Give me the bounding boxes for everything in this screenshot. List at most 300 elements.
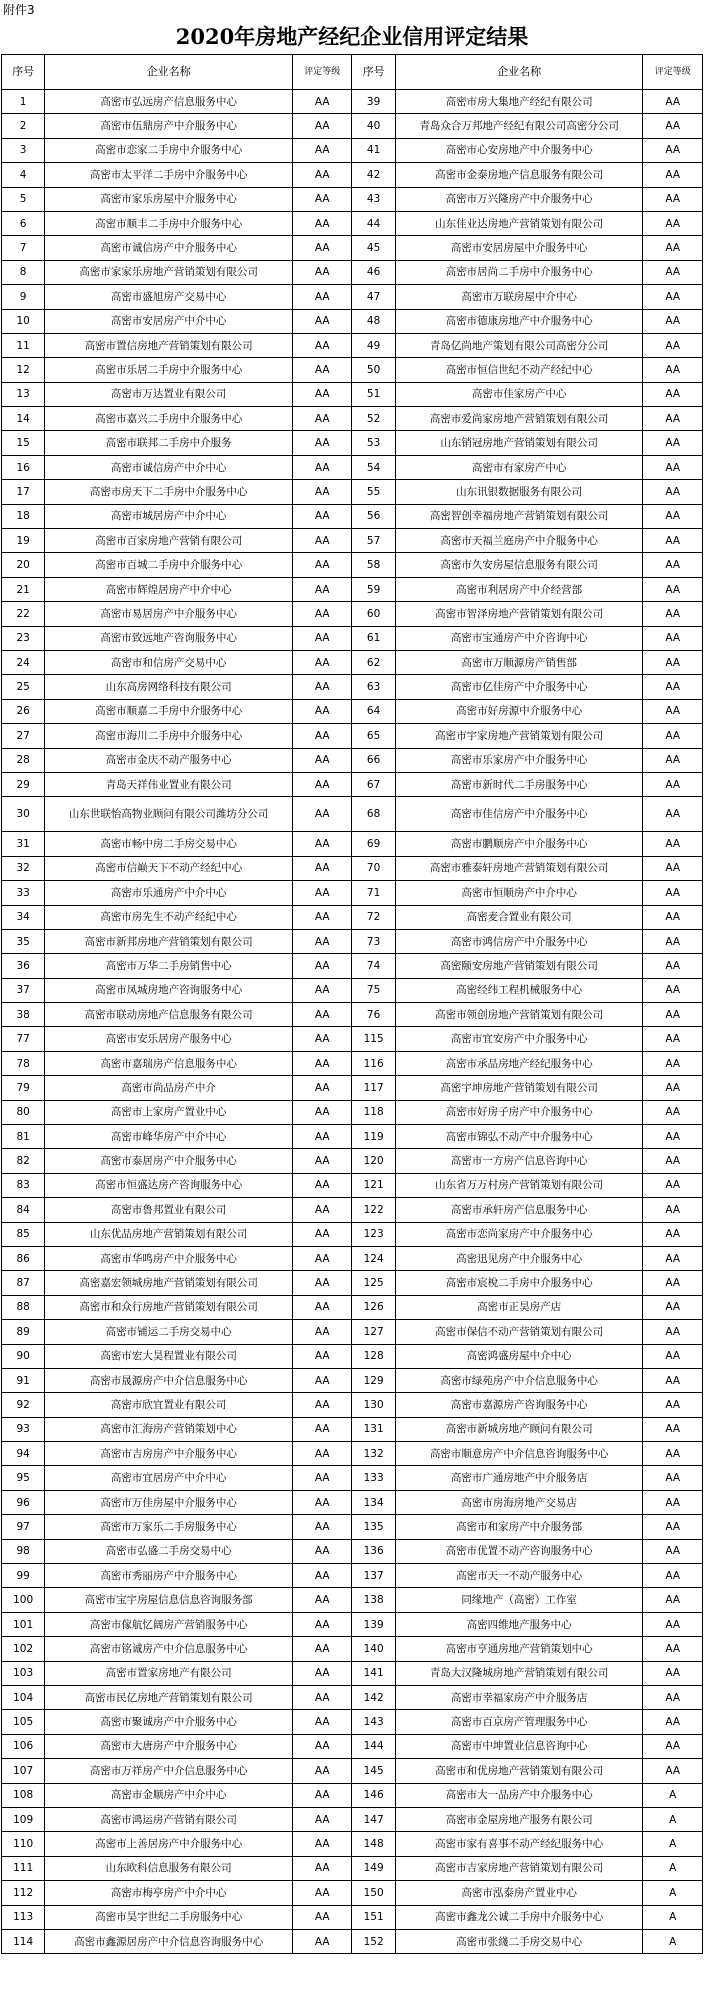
company-name-cell: 高密市金泰房地产信息服务有限公司 <box>395 163 643 187</box>
serial-cell: 74 <box>352 954 395 978</box>
serial-cell: 2 <box>2 114 45 138</box>
grade-cell: AA <box>643 675 703 699</box>
company-name-cell: 高密市和信房产交易中心 <box>45 650 293 674</box>
company-name-cell: 高密颐安房地产营销策划有限公司 <box>395 954 643 978</box>
serial-cell: 47 <box>352 285 395 309</box>
grade-cell: AA <box>292 1710 351 1734</box>
serial-cell: 15 <box>2 431 45 455</box>
company-name-cell: 高密市佳家房产中心 <box>395 382 643 406</box>
company-name-cell: 高密麦合置业有限公司 <box>395 905 643 929</box>
serial-cell: 64 <box>352 699 395 723</box>
grade-cell: AA <box>292 529 351 553</box>
serial-cell: 23 <box>2 626 45 650</box>
grade-cell: AA <box>643 856 703 880</box>
company-name-cell: 高密市鸿运房产营销有限公司 <box>45 1807 293 1831</box>
company-name-cell: 高密市华鸣房产中介服务中心 <box>45 1246 293 1270</box>
company-name-cell: 高密市易居房产中介服务中心 <box>45 602 293 626</box>
table-row <box>2 1027 703 1051</box>
table-row <box>2 187 703 211</box>
company-name-cell: 高密市乐居二手房中介服务中心 <box>45 358 293 382</box>
grade-cell: AA <box>292 1856 351 1880</box>
grade-cell: AA <box>292 211 351 235</box>
table-row <box>2 431 703 455</box>
grade-cell: AA <box>292 553 351 577</box>
company-name-cell: 高密市联邦二手房中介服务 <box>45 431 293 455</box>
table-row <box>2 626 703 650</box>
serial-cell: 48 <box>352 309 395 333</box>
table-row <box>2 138 703 162</box>
serial-cell: 29 <box>2 772 45 796</box>
company-name-cell: 山东高房网络科技有限公司 <box>45 675 293 699</box>
company-name-cell: 高密市顺意房产中介信息咨询服务中心 <box>395 1442 643 1466</box>
grade-cell: AA <box>292 480 351 504</box>
company-name-cell: 高密市张綫二手房交易中心 <box>395 1929 643 1953</box>
grade-cell: AA <box>292 1027 351 1051</box>
header-grade-left: 评定等级 <box>292 55 351 90</box>
serial-cell: 17 <box>2 480 45 504</box>
company-name-cell: 高密市正昊房产店 <box>395 1295 643 1319</box>
grade-cell: AA <box>643 1417 703 1441</box>
company-name-cell: 高密市万达置业有限公司 <box>45 382 293 406</box>
company-name-cell: 高密市欣宜置业有限公司 <box>45 1393 293 1417</box>
grade-cell: AA <box>643 1076 703 1100</box>
company-name-cell: 山东销冠房地产营销策划有限公司 <box>395 431 643 455</box>
table-row <box>2 856 703 880</box>
serial-cell: 68 <box>352 797 395 832</box>
serial-cell: 127 <box>352 1320 395 1344</box>
company-name-cell: 高密市恒顺房产中介中心 <box>395 881 643 905</box>
company-name-cell: 高密市泰居房产中介服务中心 <box>45 1149 293 1173</box>
serial-cell: 150 <box>352 1881 395 1905</box>
company-name-cell: 高密市安居房屋中介服务中心 <box>395 236 643 260</box>
company-name-cell: 青岛大汉隆城房地产营销策划有限公司 <box>395 1661 643 1685</box>
table-row <box>2 382 703 406</box>
serial-cell: 100 <box>2 1588 45 1612</box>
table-row <box>2 1442 703 1466</box>
grade-cell: AA <box>643 114 703 138</box>
grade-cell: AA <box>292 905 351 929</box>
grade-cell: AA <box>643 1198 703 1222</box>
table-row <box>2 905 703 929</box>
serial-cell: 140 <box>352 1637 395 1661</box>
company-name-cell: 高密市昊宇世纪二手房服务中心 <box>45 1905 293 1929</box>
grade-cell: AA <box>292 455 351 479</box>
company-name-cell: 高密市心安房地产中介服务中心 <box>395 138 643 162</box>
serial-cell: 24 <box>2 650 45 674</box>
serial-cell: 91 <box>2 1368 45 1392</box>
grade-cell: AA <box>292 1466 351 1490</box>
table-row <box>2 260 703 284</box>
serial-cell: 109 <box>2 1807 45 1831</box>
company-name-cell: 高密市太平洋二手房中介服务中心 <box>45 163 293 187</box>
serial-cell: 14 <box>2 407 45 431</box>
company-name-cell: 高密市居尚二手房中介服务中心 <box>395 260 643 284</box>
serial-cell: 99 <box>2 1564 45 1588</box>
serial-cell: 6 <box>2 211 45 235</box>
company-name-cell: 高密市诚信房产中介服务中心 <box>45 236 293 260</box>
table-row <box>2 1198 703 1222</box>
company-name-cell: 高密市弘远房产信息服务中心 <box>45 90 293 114</box>
grade-cell: AA <box>643 1125 703 1149</box>
company-name-cell: 高密市家家乐房地产营销策划有限公司 <box>45 260 293 284</box>
serial-cell: 49 <box>352 333 395 357</box>
grade-cell: AA <box>643 90 703 114</box>
grade-cell: AA <box>292 1003 351 1027</box>
company-name-cell: 高密市恋尚家房产中介服务中心 <box>395 1222 643 1246</box>
table-header-row <box>2 55 703 90</box>
serial-cell: 104 <box>2 1686 45 1710</box>
grade-cell: AA <box>292 358 351 382</box>
serial-cell: 82 <box>2 1149 45 1173</box>
serial-cell: 124 <box>352 1246 395 1270</box>
grade-cell: AA <box>643 1173 703 1197</box>
grade-cell: AA <box>643 1612 703 1636</box>
company-name-cell: 高密市海川二手房中介服务中心 <box>45 724 293 748</box>
grade-cell: AA <box>643 577 703 601</box>
serial-cell: 13 <box>2 382 45 406</box>
serial-cell: 56 <box>352 504 395 528</box>
grade-cell: AA <box>292 1490 351 1514</box>
serial-cell: 52 <box>352 407 395 431</box>
serial-cell: 132 <box>352 1442 395 1466</box>
serial-cell: 75 <box>352 978 395 1002</box>
grade-cell: AA <box>643 211 703 235</box>
grade-cell: AA <box>292 1929 351 1953</box>
serial-cell: 134 <box>352 1490 395 1514</box>
serial-cell: 26 <box>2 699 45 723</box>
company-name-cell: 高密市上家房产置业中心 <box>45 1100 293 1124</box>
company-name-cell: 同缘地产（高密）工作室 <box>395 1588 643 1612</box>
company-name-cell: 高密经纬工程机械服务中心 <box>395 978 643 1002</box>
grade-cell: AA <box>292 1807 351 1831</box>
serial-cell: 92 <box>2 1393 45 1417</box>
serial-cell: 22 <box>2 602 45 626</box>
serial-cell: 122 <box>352 1198 395 1222</box>
grade-cell: AA <box>292 1905 351 1929</box>
serial-cell: 16 <box>2 455 45 479</box>
company-name-cell: 青岛众合万邦地产经纪有限公司高密分公司 <box>395 114 643 138</box>
serial-cell: 133 <box>352 1466 395 1490</box>
company-name-cell: 高密市百家房地产营销有限公司 <box>45 529 293 553</box>
serial-cell: 83 <box>2 1173 45 1197</box>
grade-cell: AA <box>643 1003 703 1027</box>
company-name-cell: 高密市房海房地产交易店 <box>395 1490 643 1514</box>
grade-cell: AA <box>292 1344 351 1368</box>
grade-cell: AA <box>292 285 351 309</box>
serial-cell: 20 <box>2 553 45 577</box>
serial-cell: 5 <box>2 187 45 211</box>
grade-cell: AA <box>643 1051 703 1075</box>
company-name-cell: 山东讯银数据服务有限公司 <box>395 480 643 504</box>
table-row <box>2 480 703 504</box>
company-name-cell: 青岛亿尚地产策划有限公司高密分公司 <box>395 333 643 357</box>
table-row <box>2 1100 703 1124</box>
serial-cell: 120 <box>352 1149 395 1173</box>
serial-cell: 107 <box>2 1759 45 1783</box>
grade-cell: A <box>643 1929 703 1953</box>
serial-cell: 86 <box>2 1246 45 1270</box>
company-name-cell: 高密市顺嘉二手房中介服务中心 <box>45 699 293 723</box>
grade-cell: AA <box>643 1222 703 1246</box>
grade-cell: AA <box>643 1466 703 1490</box>
serial-cell: 114 <box>2 1929 45 1953</box>
grade-cell: AA <box>643 1027 703 1051</box>
company-name-cell: 高密市伍鼎房产中介服务中心 <box>45 114 293 138</box>
company-name-cell: 高密市恒信世纪不动产经纪中心 <box>395 358 643 382</box>
serial-cell: 80 <box>2 1100 45 1124</box>
serial-cell: 9 <box>2 285 45 309</box>
table-row <box>2 1637 703 1661</box>
serial-cell: 60 <box>352 602 395 626</box>
company-name-cell: 高密市优置不动产咨询服务中心 <box>395 1539 643 1563</box>
grade-cell: AA <box>292 1881 351 1905</box>
table-row <box>2 1222 703 1246</box>
table-row <box>2 602 703 626</box>
company-name-cell: 高密市好房子房产中介服务中心 <box>395 1100 643 1124</box>
serial-cell: 12 <box>2 358 45 382</box>
grade-cell: AA <box>643 1393 703 1417</box>
serial-cell: 28 <box>2 748 45 772</box>
serial-cell: 152 <box>352 1929 395 1953</box>
company-name-cell: 高密市一方房产信息咨询中心 <box>395 1149 643 1173</box>
company-name-cell: 高密市广通房地产中介服务店 <box>395 1466 643 1490</box>
serial-cell: 110 <box>2 1832 45 1856</box>
company-name-cell: 高密市鲁邦置业有限公司 <box>45 1198 293 1222</box>
grade-cell: AA <box>292 407 351 431</box>
table-row <box>2 1856 703 1880</box>
grade-cell: A <box>643 1881 703 1905</box>
company-name-cell: 高密市安乐居房产服务中心 <box>45 1027 293 1051</box>
grade-cell: AA <box>292 772 351 796</box>
grade-cell: AA <box>643 260 703 284</box>
grade-cell: AA <box>292 114 351 138</box>
grade-cell: AA <box>292 1734 351 1758</box>
serial-cell: 70 <box>352 856 395 880</box>
table-row <box>2 455 703 479</box>
company-name-cell: 高密市嘉兴二手房中介服务中心 <box>45 407 293 431</box>
table-row <box>2 90 703 114</box>
company-name-cell: 高密市好房源中介服务中心 <box>395 699 643 723</box>
company-name-cell: 高密市尚品房产中介 <box>45 1076 293 1100</box>
company-name-cell: 高密市家乐房屋中介服务中心 <box>45 187 293 211</box>
grade-cell: AA <box>643 1246 703 1270</box>
serial-cell: 61 <box>352 626 395 650</box>
company-name-cell: 高密市房先生不动产经纪中心 <box>45 905 293 929</box>
grade-cell: AA <box>292 1246 351 1270</box>
company-name-cell: 高密宇坤房地产营销策划有限公司 <box>395 1076 643 1100</box>
company-name-cell: 高密市新时代二手房服务中心 <box>395 772 643 796</box>
company-name-cell: 高密市盛旭房产交易中心 <box>45 285 293 309</box>
table-row <box>2 954 703 978</box>
grade-cell: AA <box>292 236 351 260</box>
grade-cell: AA <box>643 431 703 455</box>
table-row <box>2 978 703 1002</box>
company-name-cell: 高密市宜居房产中介中心 <box>45 1466 293 1490</box>
table-row <box>2 1564 703 1588</box>
grade-cell: AA <box>292 1198 351 1222</box>
grade-cell: AA <box>292 504 351 528</box>
grade-cell: AA <box>292 1100 351 1124</box>
table-row <box>2 1807 703 1831</box>
company-name-cell: 高密市有家房产中心 <box>395 455 643 479</box>
grade-cell: AA <box>292 163 351 187</box>
grade-cell: AA <box>643 1490 703 1514</box>
serial-cell: 143 <box>352 1710 395 1734</box>
grade-cell: AA <box>643 1368 703 1392</box>
company-name-cell: 高密市吉房房产中介服务中心 <box>45 1442 293 1466</box>
grade-cell: AA <box>643 650 703 674</box>
company-name-cell: 山东世联怡高物业顾问有限公司潍坊分公司 <box>45 797 293 832</box>
serial-cell: 78 <box>2 1051 45 1075</box>
serial-cell: 34 <box>2 905 45 929</box>
table-row <box>2 1271 703 1295</box>
serial-cell: 25 <box>2 675 45 699</box>
grade-cell: AA <box>643 954 703 978</box>
grade-cell: AA <box>292 602 351 626</box>
grade-cell: AA <box>292 1686 351 1710</box>
grade-cell: AA <box>292 1368 351 1392</box>
company-name-cell: 高密市宝宇房屋信息信息咨询服务部 <box>45 1588 293 1612</box>
serial-cell: 69 <box>352 832 395 856</box>
grade-cell: AA <box>643 553 703 577</box>
serial-cell: 113 <box>2 1905 45 1929</box>
grade-cell: AA <box>292 1222 351 1246</box>
grade-cell: AA <box>292 1588 351 1612</box>
serial-cell: 53 <box>352 431 395 455</box>
table-row <box>2 1515 703 1539</box>
company-name-cell: 高密市聚诚房产中介服务中心 <box>45 1710 293 1734</box>
table-row <box>2 114 703 138</box>
serial-cell: 119 <box>352 1125 395 1149</box>
grade-cell: AA <box>643 1539 703 1563</box>
table-row <box>2 1076 703 1100</box>
grade-cell: AA <box>643 905 703 929</box>
serial-cell: 42 <box>352 163 395 187</box>
grade-cell: AA <box>292 431 351 455</box>
company-name-cell: 高密市万佳房屋中介服务中心 <box>45 1490 293 1514</box>
serial-cell: 147 <box>352 1807 395 1831</box>
grade-cell: A <box>643 1783 703 1807</box>
serial-cell: 58 <box>352 553 395 577</box>
company-name-cell: 高密市城居房产中介中心 <box>45 504 293 528</box>
serial-cell: 95 <box>2 1466 45 1490</box>
serial-cell: 101 <box>2 1612 45 1636</box>
company-name-cell: 高密市嘉源房产咨询服务中心 <box>395 1393 643 1417</box>
table-row <box>2 1490 703 1514</box>
table-row <box>2 1125 703 1149</box>
grade-cell: AA <box>292 309 351 333</box>
grade-cell: AA <box>643 602 703 626</box>
serial-cell: 131 <box>352 1417 395 1441</box>
table-row <box>2 1881 703 1905</box>
serial-cell: 63 <box>352 675 395 699</box>
table-row <box>2 1173 703 1197</box>
table-row <box>2 724 703 748</box>
company-name-cell: 高密市智泽房地产营销策划有限公司 <box>395 602 643 626</box>
company-name-cell: 高密市承品房地产经纪服务中心 <box>395 1051 643 1075</box>
table-row <box>2 309 703 333</box>
serial-cell: 79 <box>2 1076 45 1100</box>
serial-cell: 87 <box>2 1271 45 1295</box>
serial-cell: 10 <box>2 309 45 333</box>
grade-cell: AA <box>643 1637 703 1661</box>
company-name-cell: 高密市和众行房地产营销策划有限公司 <box>45 1295 293 1319</box>
company-name-cell: 高密市领创房地产营销策划有限公司 <box>395 1003 643 1027</box>
serial-cell: 112 <box>2 1881 45 1905</box>
company-name-cell: 高密市梅亭房产中介中心 <box>45 1881 293 1905</box>
serial-cell: 103 <box>2 1661 45 1685</box>
grade-cell: AA <box>643 333 703 357</box>
serial-cell: 72 <box>352 905 395 929</box>
grade-cell: AA <box>643 929 703 953</box>
grade-cell: AA <box>643 382 703 406</box>
table-row <box>2 529 703 553</box>
table-row <box>2 1929 703 1953</box>
table-row <box>2 1466 703 1490</box>
table-row <box>2 772 703 796</box>
grade-cell: AA <box>643 455 703 479</box>
company-name-cell: 高密市房天下二手房中介服务中心 <box>45 480 293 504</box>
grade-cell: AA <box>643 1515 703 1539</box>
serial-cell: 102 <box>2 1637 45 1661</box>
header-grade-right: 评定等级 <box>643 55 703 90</box>
table-row <box>2 1149 703 1173</box>
grade-cell: AA <box>292 1564 351 1588</box>
serial-cell: 44 <box>352 211 395 235</box>
company-name-cell: 高密市置信房地产营销策划有限公司 <box>45 333 293 357</box>
company-name-cell: 高密市金屋房地产服务有限公司 <box>395 1807 643 1831</box>
company-name-cell: 高密市信巅天下不动产经纪中心 <box>45 856 293 880</box>
company-name-cell: 高密市承轩房产信息服务中心 <box>395 1198 643 1222</box>
company-name-cell: 高密市乐通房产中介中心 <box>45 881 293 905</box>
company-name-cell: 高密市百城二手房中介服务中心 <box>45 553 293 577</box>
table-row <box>2 1661 703 1685</box>
table-row <box>2 1295 703 1319</box>
grade-cell: AA <box>643 138 703 162</box>
table-row <box>2 1710 703 1734</box>
company-name-cell: 高密四维地产服务中心 <box>395 1612 643 1636</box>
serial-cell: 30 <box>2 797 45 832</box>
grade-cell: AA <box>643 163 703 187</box>
company-name-cell: 高密市中坤置业信息咨询中心 <box>395 1734 643 1758</box>
serial-cell: 35 <box>2 929 45 953</box>
serial-cell: 19 <box>2 529 45 553</box>
serial-cell: 11 <box>2 333 45 357</box>
grade-cell: AA <box>292 1539 351 1563</box>
serial-cell: 118 <box>352 1100 395 1124</box>
grade-cell: AA <box>643 480 703 504</box>
company-name-cell: 高密市绿苑房产中介信息服务中心 <box>395 1368 643 1392</box>
grade-cell: AA <box>643 832 703 856</box>
grade-cell: AA <box>292 577 351 601</box>
table-row <box>2 163 703 187</box>
grade-cell: AA <box>643 1759 703 1783</box>
company-name-cell: 高密市傢航忆阔房产营销服务中心 <box>45 1612 293 1636</box>
table-row <box>2 1588 703 1612</box>
company-name-cell: 山东佳业达房地产营销策划有限公司 <box>395 211 643 235</box>
company-name-cell: 高密市新城房地产顾问有限公司 <box>395 1417 643 1441</box>
company-name-cell: 高密市弘盛二手房交易中心 <box>45 1539 293 1563</box>
table-row <box>2 929 703 953</box>
company-name-cell: 高密市雅泰轩房地产营销策划有限公司 <box>395 856 643 880</box>
company-name-cell: 高密市铭诚房产中介信息服务中心 <box>45 1637 293 1661</box>
grade-cell: AA <box>292 138 351 162</box>
grade-cell: AA <box>292 1125 351 1149</box>
serial-cell: 115 <box>352 1027 395 1051</box>
grade-cell: AA <box>643 285 703 309</box>
grade-cell: AA <box>643 797 703 832</box>
serial-cell: 36 <box>2 954 45 978</box>
